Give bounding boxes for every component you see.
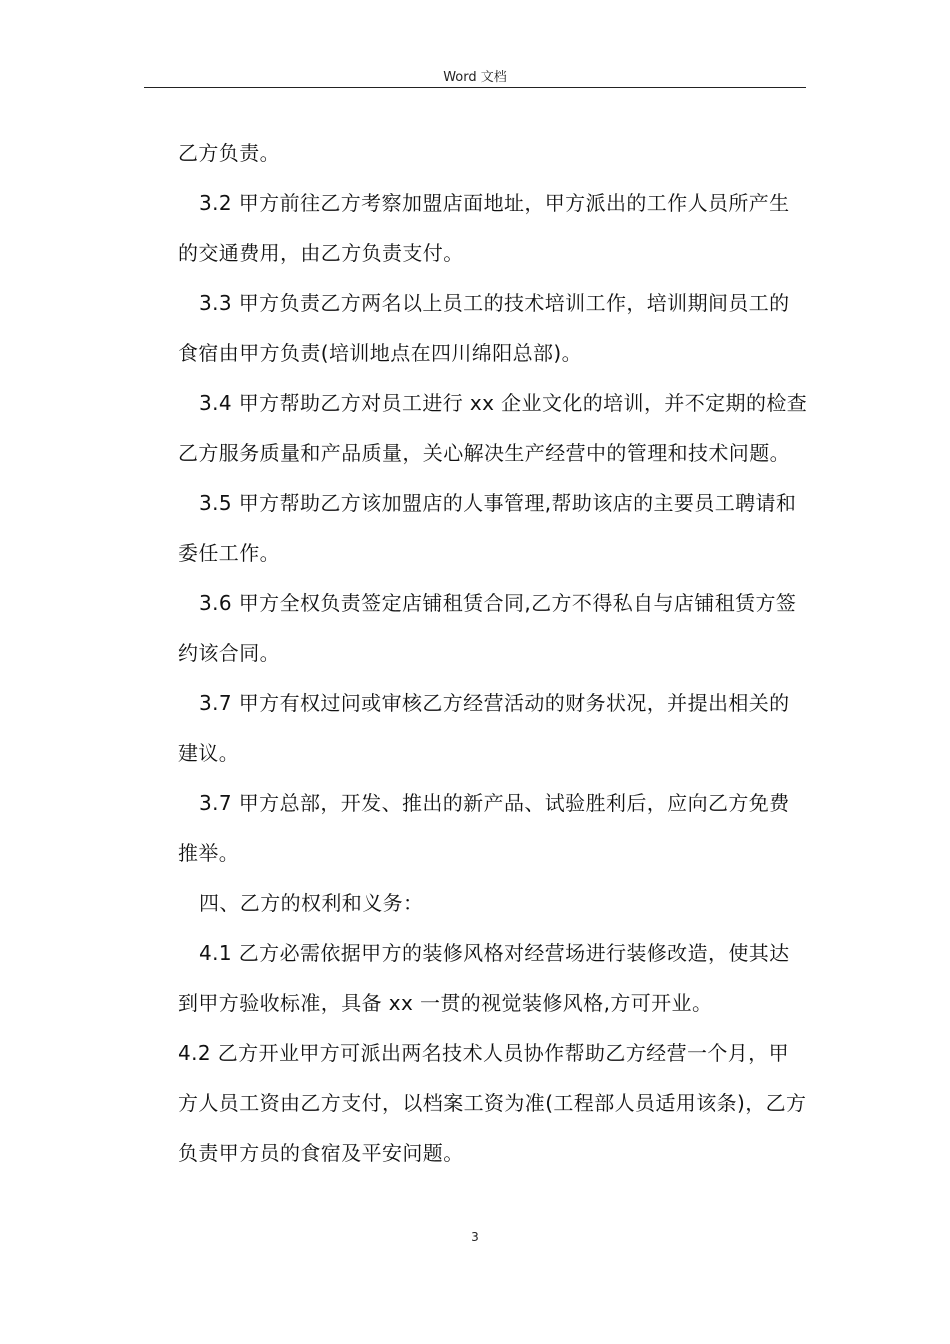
document-body — [178, 128, 808, 1178]
section-heading: 四、乙方的权利和义务： — [199, 891, 424, 915]
paragraph: 3.7 甲方总部，开发、推出的新产品、试验胜利后，应向乙方免费推举。 — [178, 791, 790, 865]
paragraph: 3.2 甲方前往乙方考察加盟店面地址，甲方派出的工作人员所产生的交通费用，由乙方负责支付。 — [178, 191, 790, 265]
paragraph: 3.6 甲方全权负责签定店铺租赁合同,乙方不得私自与店铺租赁方签约该合同。 — [178, 591, 797, 665]
paragraph: 4.2 乙方开业甲方可派出两名技术人员协作帮助乙方经营一个月，甲方人员工资由乙方支付，以档案工资为准(工程部人员适用该条)，乙方负责甲方员的食宿及平安问题。 — [178, 1041, 807, 1165]
paragraph: 3.3 甲方负责乙方两名以上员工的技术培训工作，培训期间员工的食宿由甲方负责(培训地点在四川绵阳总部)。 — [178, 291, 790, 365]
paragraph: 3.4 甲方帮助乙方对员工进行 xx 企业文化的培训，并不定期的检查乙方服务质量和产品质量，关心解决生产经营中的管理和技术问题。 — [178, 391, 808, 465]
paragraph: 3.7 甲方有权过问或审核乙方经营活动的财务状况，并提出相关的建议。 — [178, 691, 790, 765]
page-header: Word 文档 — [443, 70, 507, 85]
paragraph: 3.5 甲方帮助乙方该加盟店的人事管理,帮助该店的主要员工聘请和委任工作。 — [178, 491, 797, 565]
page-number: 3 — [471, 1230, 479, 1244]
header-divider — [144, 87, 806, 88]
paragraph: 乙方负责。 — [178, 141, 280, 165]
paragraph: 4.1 乙方必需依据甲方的装修风格对经营场进行装修改造，使其达到甲方验收标准，具备 xx 一贯的视觉装修风格,方可开业。 — [178, 941, 790, 1015]
